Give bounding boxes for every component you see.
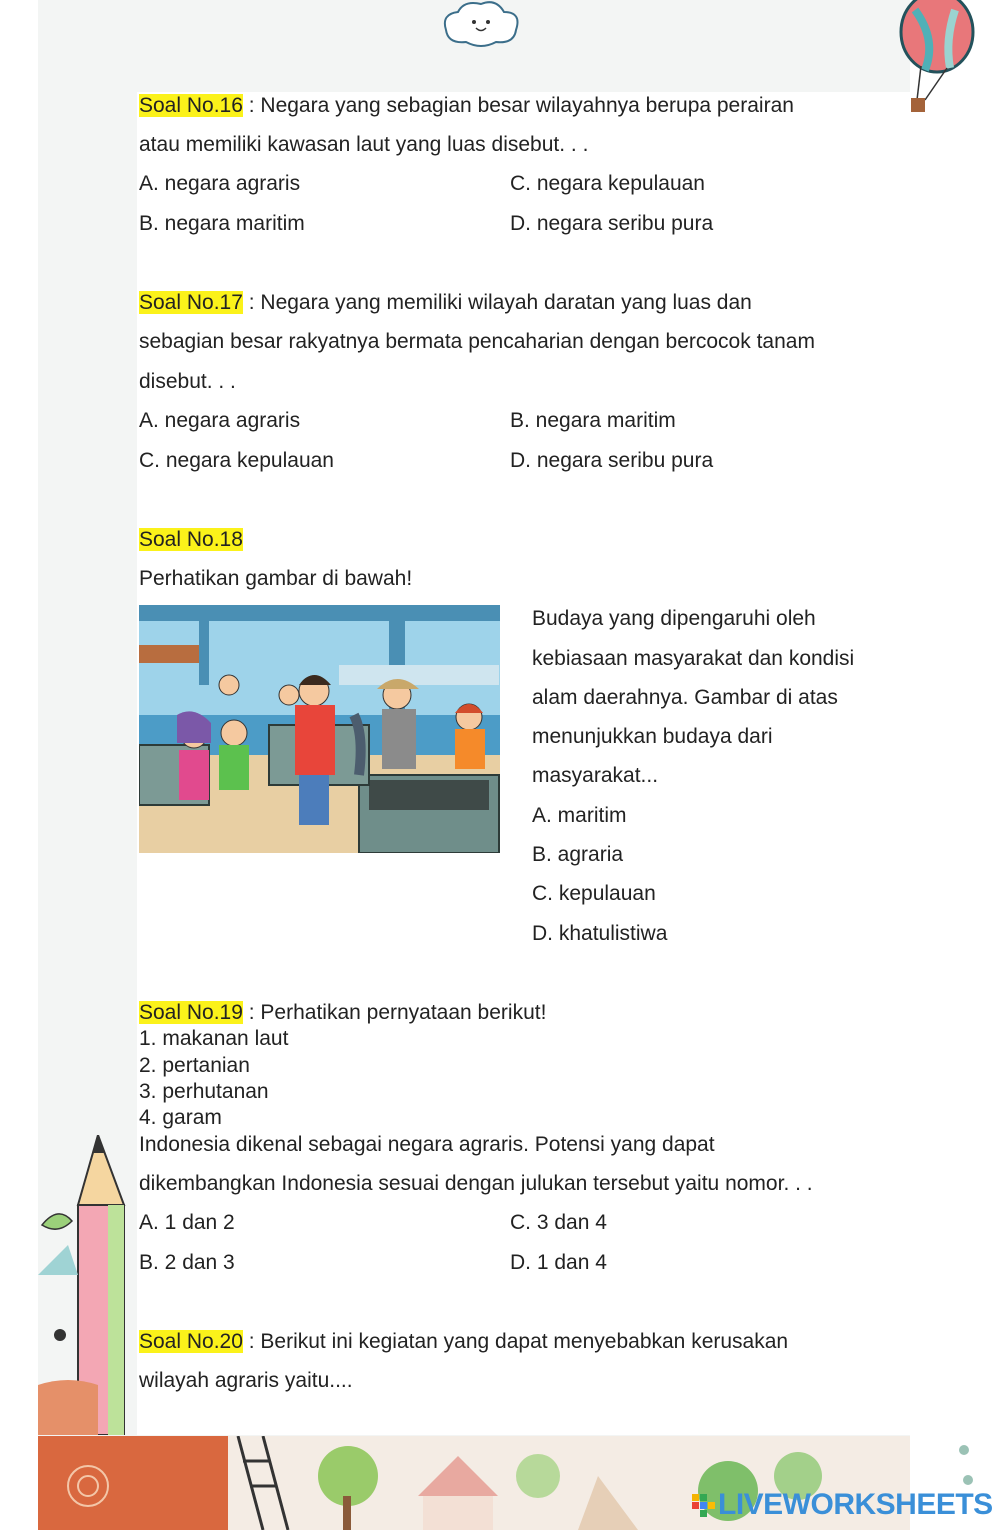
- answer-option[interactable]: B. negara maritim: [139, 212, 305, 235]
- liveworksheets-logo-icon: [692, 1494, 716, 1518]
- pencil-illustration: [38, 1135, 138, 1435]
- question-19-line1: Soal No.19 : Perhatikan pernyataan berikut!: [139, 1001, 547, 1024]
- statement-item: 3. perhutanan: [139, 1080, 269, 1103]
- question-16-label: Soal No.16: [139, 94, 243, 117]
- answer-option[interactable]: A. maritim: [532, 804, 627, 827]
- question-16-line2: atau memiliki kawasan laut yang luas disebut. . .: [139, 133, 589, 156]
- answer-option[interactable]: B. negara maritim: [510, 409, 676, 432]
- question-18-label: Soal No.18: [139, 528, 243, 551]
- left-margin: [0, 0, 38, 1530]
- answer-option[interactable]: D. negara seribu pura: [510, 212, 714, 235]
- answer-option[interactable]: B. agraria: [532, 843, 624, 866]
- answer-option[interactable]: D. 1 dan 4: [510, 1251, 607, 1274]
- question-18-description: alam daerahnya. Gambar di atas: [532, 686, 838, 709]
- question-18-description: Budaya yang dipengaruhi oleh: [532, 607, 816, 630]
- question-19-line3: dikembangkan Indonesia sesuai dengan julukan tersebut yaitu nomor. . .: [139, 1172, 813, 1195]
- question-18-description: kebiasaan masyarakat dan kondisi: [532, 647, 855, 670]
- question-18-label-line: [139, 526, 243, 554]
- question-20-line1: Soal No.20 : Berikut ini kegiatan yang dapat menyebabkan kerusakan: [139, 1330, 789, 1353]
- question-16-line1: Soal No.16 : Negara yang sebagian besar wilayahnya berupa perairan: [139, 94, 794, 117]
- answer-option[interactable]: C. 3 dan 4: [510, 1211, 607, 1234]
- answer-option[interactable]: C. negara kepulauan: [139, 449, 334, 472]
- right-margin: [910, 0, 1000, 1530]
- question-17-line1: Soal No.17 : Negara yang memiliki wilayah daratan yang luas dan: [139, 291, 752, 314]
- answer-option[interactable]: A. negara agraris: [139, 409, 301, 432]
- question-19-label: Soal No.19: [139, 1001, 243, 1024]
- question-18-description: menunjukkan budaya dari: [532, 725, 773, 748]
- answer-option[interactable]: A. 1 dan 2: [139, 1211, 235, 1234]
- answer-option[interactable]: C. negara kepulauan: [510, 172, 705, 195]
- question-17-line3: disebut. . .: [139, 370, 236, 393]
- question-17-label: Soal No.17: [139, 291, 243, 314]
- liveworksheets-logo[interactable]: LIVEWORKSHEETS: [718, 1488, 993, 1521]
- answer-option[interactable]: D. negara seribu pura: [510, 449, 714, 472]
- answer-option[interactable]: A. negara agraris: [139, 172, 301, 195]
- statement-item: 4. garam: [139, 1106, 222, 1129]
- statement-item: 2. pertanian: [139, 1054, 250, 1077]
- question-20-line2: wilayah agraris yaitu....: [139, 1369, 353, 1392]
- question-18-description: masyarakat...: [532, 764, 659, 787]
- answer-option[interactable]: D. khatulistiwa: [532, 922, 668, 945]
- answer-option[interactable]: B. 2 dan 3: [139, 1251, 235, 1274]
- answer-option[interactable]: C. kepulauan: [532, 882, 656, 905]
- question-19-line2: Indonesia dikenal sebagai negara agraris. Potensi yang dapat: [139, 1133, 715, 1156]
- question-18-intro: Perhatikan gambar di bawah!: [139, 567, 413, 590]
- cloud-icon: [436, 0, 526, 50]
- question-20-label: Soal No.20: [139, 1330, 243, 1353]
- fish-market-illustration: [139, 605, 500, 853]
- question-17-line2: sebagian besar rakyatnya bermata pencaharian dengan bercocok tanam: [139, 330, 815, 353]
- statement-item: 1. makanan laut: [139, 1027, 289, 1050]
